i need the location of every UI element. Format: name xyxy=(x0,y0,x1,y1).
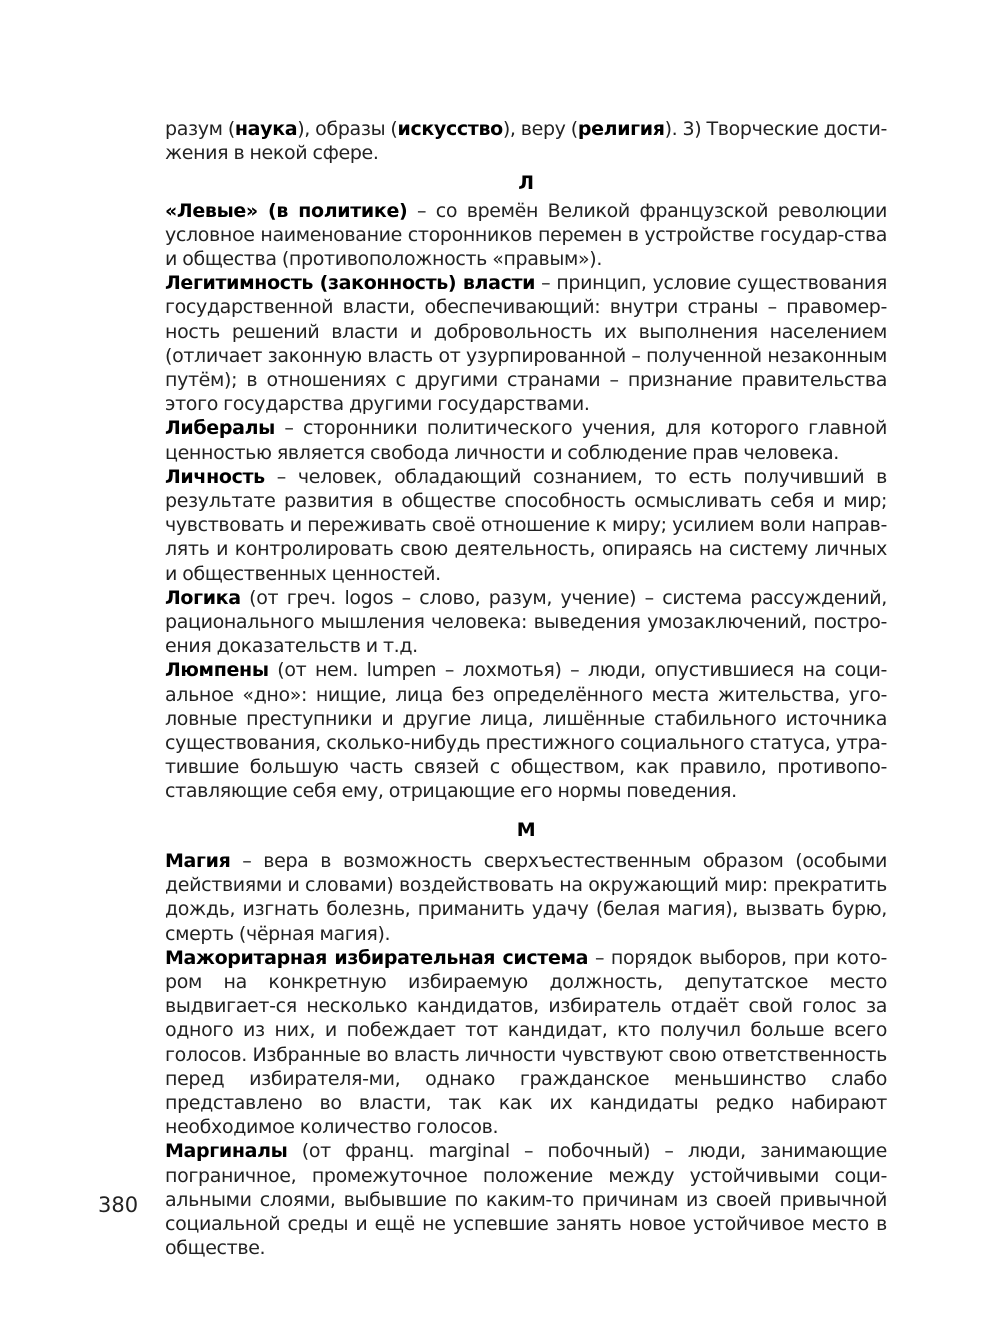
entry-definition: (от франц. marginal – побочный) – люди, занимающие пограничное, промежуточное положение между устойчивыми соци-альными слоями, выбывшие по каким-то причинам из своей привычной социальной среды и ещё не успевшие занять новое устойчивое место в обществе. xyxy=(165,1140,887,1260)
entry-liberaly xyxy=(165,416,887,464)
entry-term: Легитимность (законность) власти xyxy=(165,272,536,295)
entry-lichnost xyxy=(165,465,887,586)
dictionary-text xyxy=(165,117,887,1260)
entry-term: Маргиналы xyxy=(165,1140,288,1163)
intro-paragraph: разум (наука), образы (искусство), веру (религия). 3) Творческие дости-жения в некой сфере. xyxy=(165,118,887,165)
entry-levye xyxy=(165,199,887,272)
entry-term: «Левые» (в политике) xyxy=(165,199,408,222)
entry-term: Либералы xyxy=(165,417,275,440)
entry-term: Мажоритарная избирательная система xyxy=(165,946,589,969)
section-letter-l: Л xyxy=(518,172,534,195)
entry-definition: – принцип, условие существования государственной власти, обеспечивающий: внутри страны – правомер-ность решений власти и добровольность их выполнения населением (отличает законную власть от узурпированной – полученной незаконным путём); в отношениях с другими странами – признание правительства этого государства другими государствами. xyxy=(165,272,887,416)
entry-definition: (от нем. lumpen – лохмотья) – люди, опустившиеся на соци-альное «дно»: нищие, лица без определённого места жительства, уго-ловные преступники и другие лица, лишённые стабильного источника существования, сколько-нибудь престижного социального статуса, утра-тившие большую часть связей с обществом, как правило, противопо-ставляющие себя ему, отрицающие его нормы поведения. xyxy=(165,659,887,803)
entry-definition: – сторонники политического учения, для которого главной ценностью является свобода личности и соблюдение прав человека. xyxy=(165,417,887,464)
entry-definition: – вера в возможность сверхъестественным образом (особыми действиями и словами) воздействовать на окружающий мир: прекратить дождь, изгнать болезнь, приманить удачу (белая магия), вызвать бурю, смерть (чёрная магия). xyxy=(165,849,887,945)
entry-definition: (от греч. logos – слово, разум, учение) – система рассуждений, рационального мышления человека: выведения умозаключений, постро-ения доказательств и т.д. xyxy=(165,586,887,658)
entry-lyumpeny xyxy=(165,658,887,803)
entry-definition: – со времён Великой французской революции условное наименование сторонников перемен в устройстве государ-ства и общества (противоположность «правым»). xyxy=(165,199,887,271)
entry-term: Магия xyxy=(165,849,231,872)
section-letter-m: М xyxy=(516,818,536,841)
entry-definition: – порядок выборов, при кото-ром на конкретную избираемую должность, депутатское место выдвигает-ся несколько кандидатов, избиратель отдаёт свой голос за одного из них, и побеждает тот кандидат, кто получил больше всего голосов. Избранные во власть личности чувствуют свою ответственность перед избирателя-ми, однако гражданское меньшинство слабо представлено во власти, так как их кандидаты редко набирают необходимое количество голосов. xyxy=(165,946,887,1139)
entry-term: Логика xyxy=(165,586,241,609)
entry-term: Личность xyxy=(165,465,265,488)
entry-magiya xyxy=(165,849,887,946)
entry-term: Люмпены xyxy=(165,659,269,682)
entry-marginaly xyxy=(165,1139,887,1260)
entry-mazhoritarnaya xyxy=(165,946,887,1140)
entry-logika xyxy=(165,586,887,659)
entry-legitimnost xyxy=(165,271,887,416)
page-number: 380 xyxy=(98,1193,139,1217)
entry-definition: – человек, обладающий сознанием, то есть получивший в результате развития в обществе способность осмысливать себя и мир; чувствовать и переживать своё отношение к миру; усилием воли направ-лять и контролировать свою деятельность, опираясь на систему личных и общественных ценностей. xyxy=(165,465,887,585)
